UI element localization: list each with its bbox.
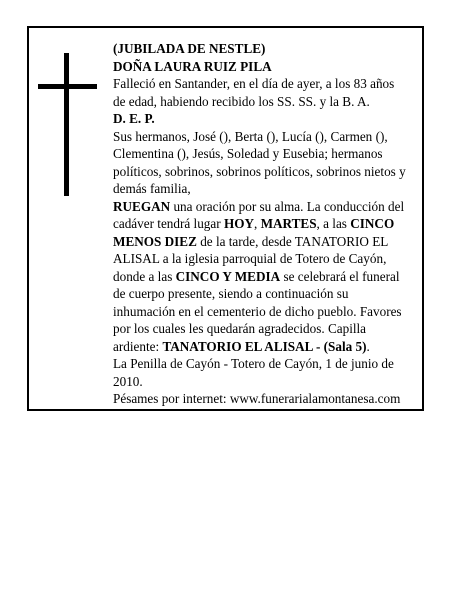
conduction-line-3: MENOS DIEZ de la tarde, desde TANATORIO EL <box>113 233 389 249</box>
ruegan-line: RUEGAN una oración por su alma. La conducción del <box>113 198 405 214</box>
family-line-1: Sus hermanos, José (), Berta (), Lucía (), Carmen (), <box>113 128 388 144</box>
death-line-1: Falleció en Santander, en el día de ayer, a los 83 años <box>113 76 395 91</box>
family-line-4: demás familia, <box>113 181 191 196</box>
place-line-2: 2010. <box>113 373 143 389</box>
subtitle: (JUBILADA DE NESTLE) <box>113 41 266 56</box>
cross-icon-bar <box>38 84 97 89</box>
conduction-line-5: donde a las CINCO Y MEDIA se celebrará el funeral <box>113 268 400 284</box>
deceased-name: DOÑA LAURA RUIZ PILA <box>113 58 272 74</box>
obituary-text <box>113 40 422 408</box>
conduction-line-6: de cuerpo presente, siendo a continuación su <box>113 286 349 301</box>
chapel-line: ardiente: TANATORIO EL ALISAL - (Sala 5). <box>113 338 370 354</box>
death-line-2: de edad, habiendo recibido los SS. SS. y la B. A. <box>113 93 370 109</box>
family-line-2: Clementina (), Jesús, Soledad y Eusebia; hermanos <box>113 146 383 161</box>
conduction-line-7: inhumación en el cementerio de dicho pueblo. Favores <box>113 303 402 319</box>
cross-icon <box>64 53 69 196</box>
dep: D. E. P. <box>113 111 155 126</box>
conduction-line-8: por los cuales les quedarán agradecidos. Capilla <box>113 321 367 336</box>
conduction-line-4: ALISAL a la iglesia parroquial de Totero de Cayón, <box>113 251 387 266</box>
place-line-1: La Penilla de Cayón - Totero de Cayón, 1 de junio de <box>113 356 394 371</box>
condolences-line: Pésames por internet: www.funerarialamontanesa.com <box>113 391 401 406</box>
family-line-3: políticos, sobrinos, sobrinos políticos, sobrinos nietos y <box>113 163 406 179</box>
conduction-line-2: cadáver tendrá lugar HOY, MARTES, a las CINCO <box>113 216 395 231</box>
